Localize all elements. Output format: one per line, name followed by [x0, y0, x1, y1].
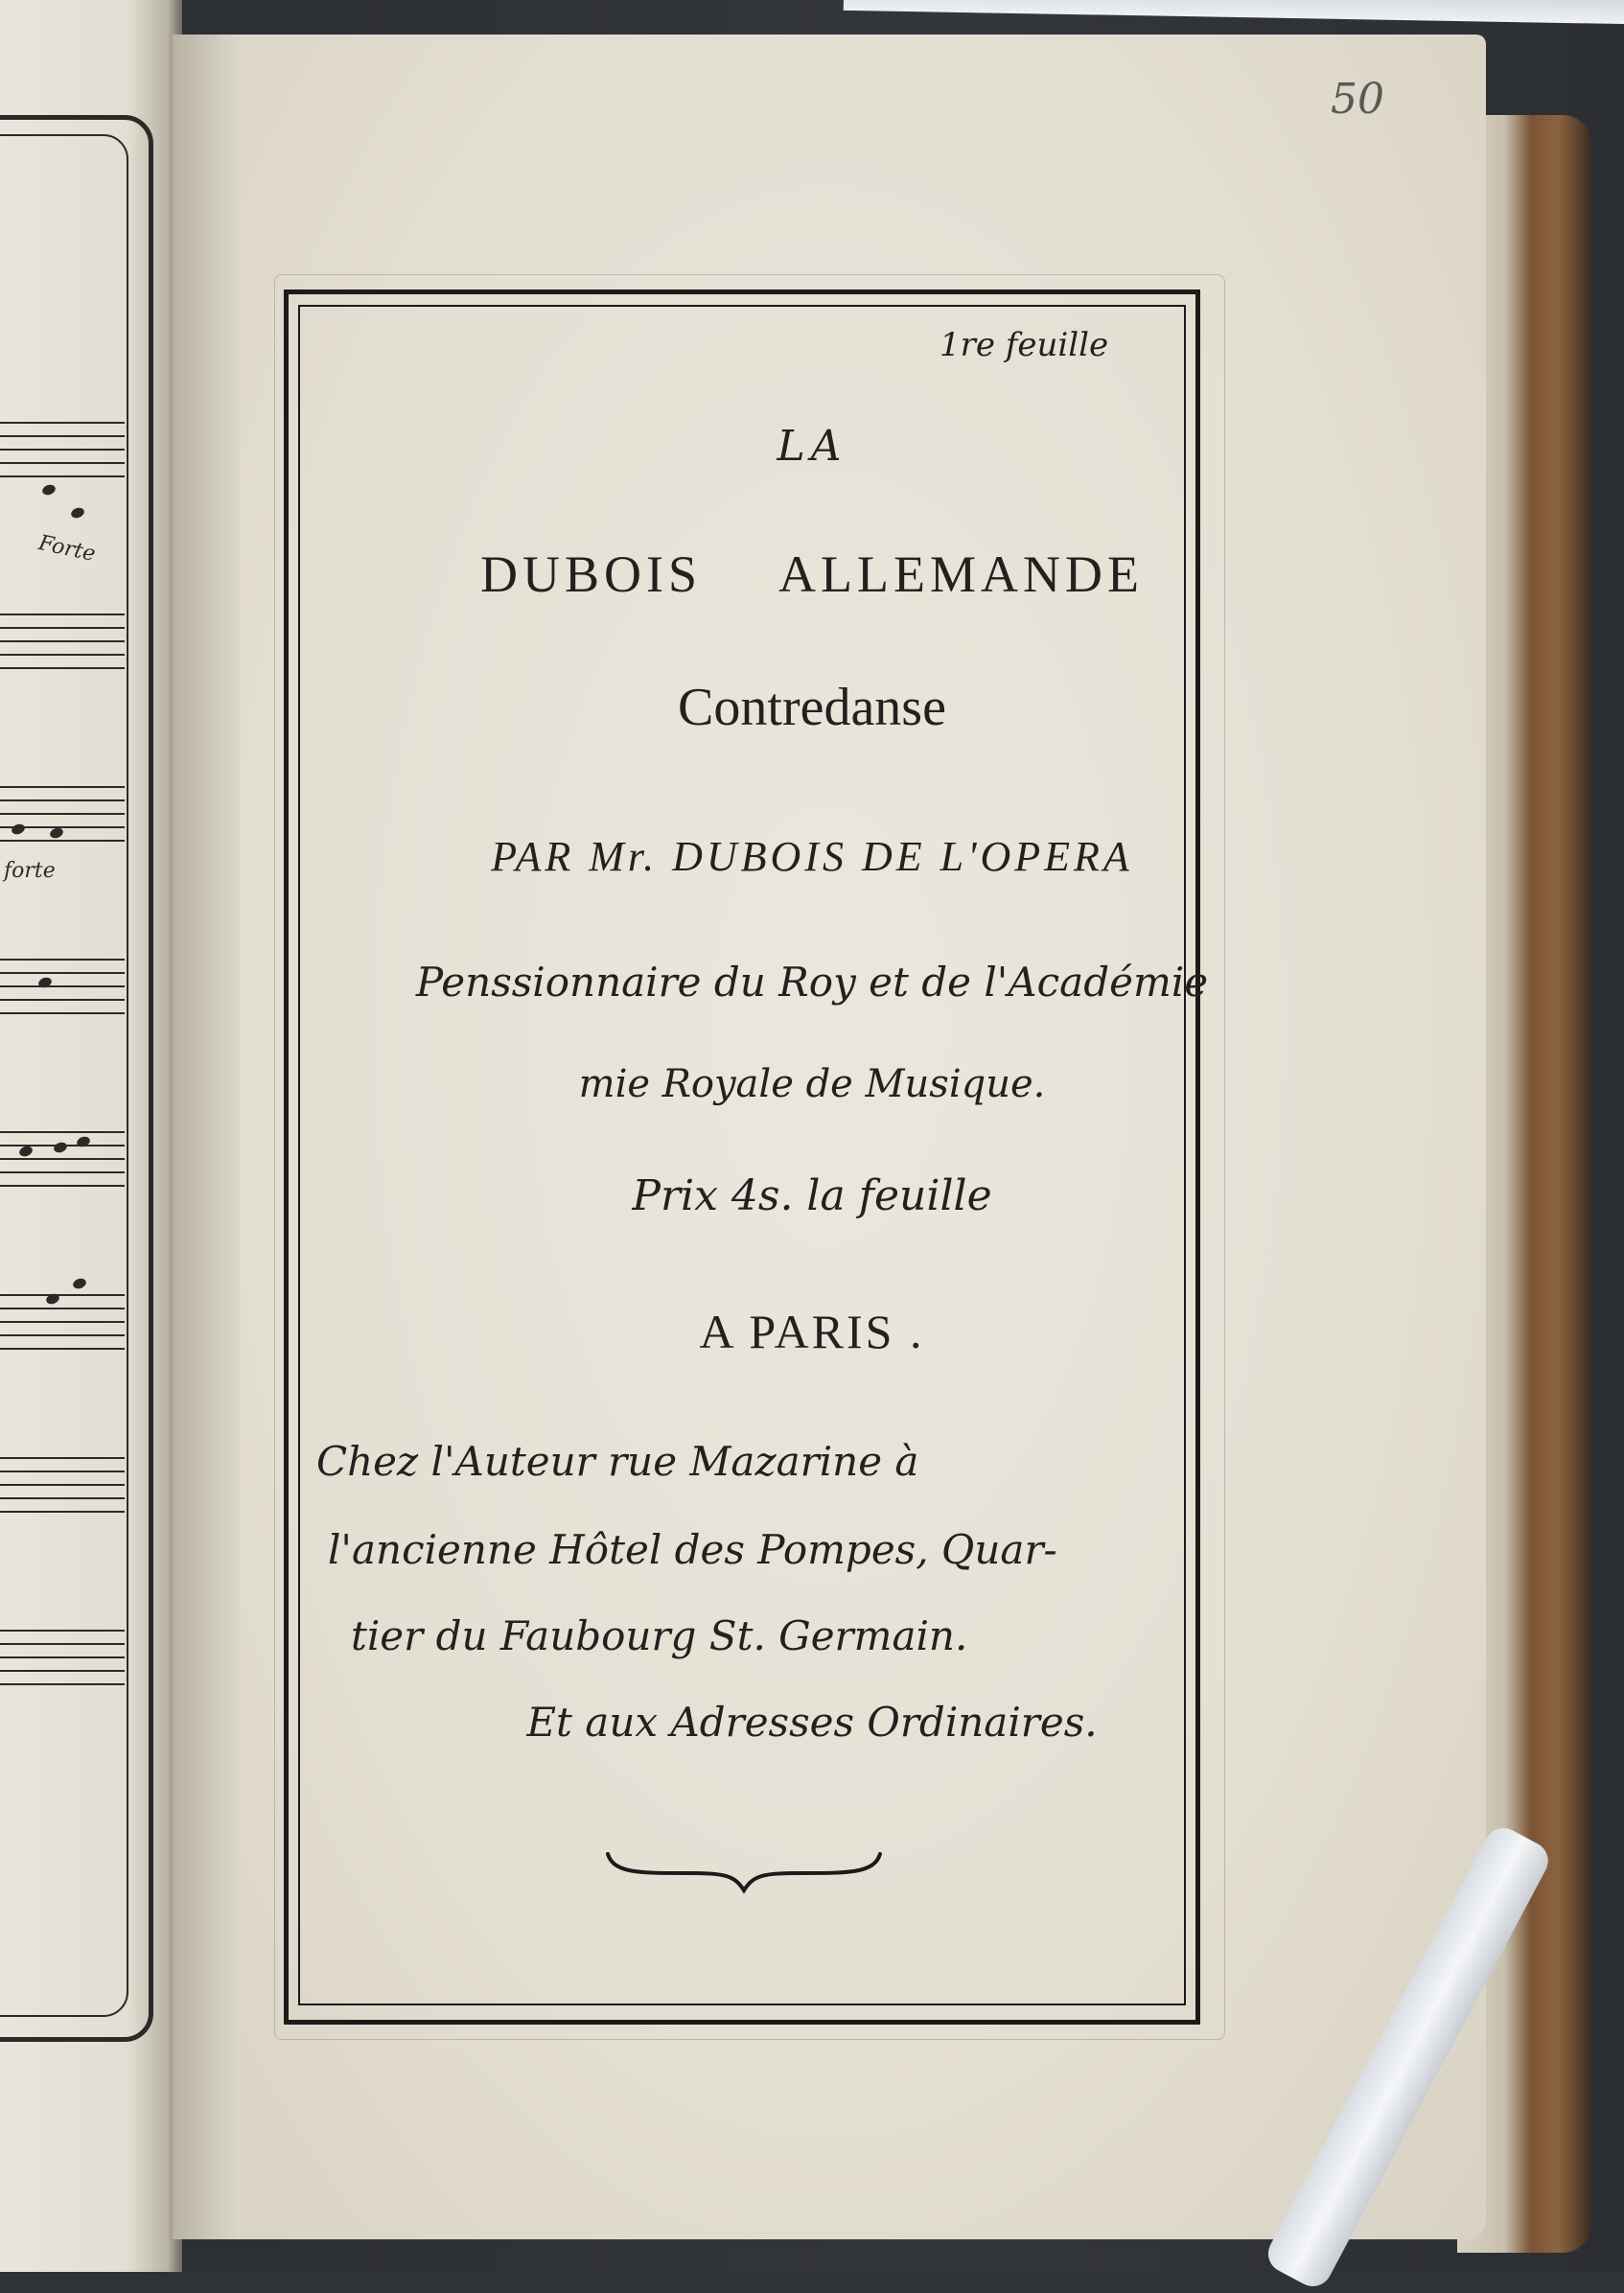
imprint-city: A PARIS .: [699, 1305, 925, 1358]
address-line-3: tier du Faubourg St. Germain.: [351, 1612, 968, 1659]
left-page: [0, 0, 182, 2272]
genre: Contredanse: [678, 678, 946, 737]
title-article: LA: [777, 422, 847, 471]
dynamic-mark-forte: forte: [4, 859, 56, 883]
author-title-line-1: Penssionnaire du Roy et de l'Académie: [415, 959, 1209, 1006]
author: PAR Mr. DUBOIS DE L'OPERA: [491, 833, 1133, 880]
title-word-allemande: ALLEMANDE: [778, 545, 1144, 603]
price: Prix 4s. la feuille: [632, 1171, 992, 1220]
sheet-note: 1re feuille: [940, 326, 1109, 364]
address-line-1: Chez l'Auteur rue Mazarine à: [316, 1438, 919, 1485]
music-staff: [0, 1457, 125, 1518]
title-main: [0, 544, 1624, 604]
page-gutter-shadow: [173, 35, 240, 2239]
author-title-line-2: mie Royale de Musique.: [578, 1062, 1046, 1106]
flourish-ornament: [600, 1841, 888, 1898]
title-word-dubois: DUBOIS: [480, 545, 703, 603]
music-staff: [0, 1630, 125, 1691]
address-line-2: l'ancienne Hôtel des Pompes, Quar-: [328, 1526, 1057, 1573]
music-staff: [0, 614, 125, 675]
dynamic-mark-forte: Forte: [36, 531, 98, 567]
folio-number: 50: [1331, 75, 1384, 124]
address-line-4: Et aux Adresses Ordinaires.: [526, 1699, 1098, 1746]
